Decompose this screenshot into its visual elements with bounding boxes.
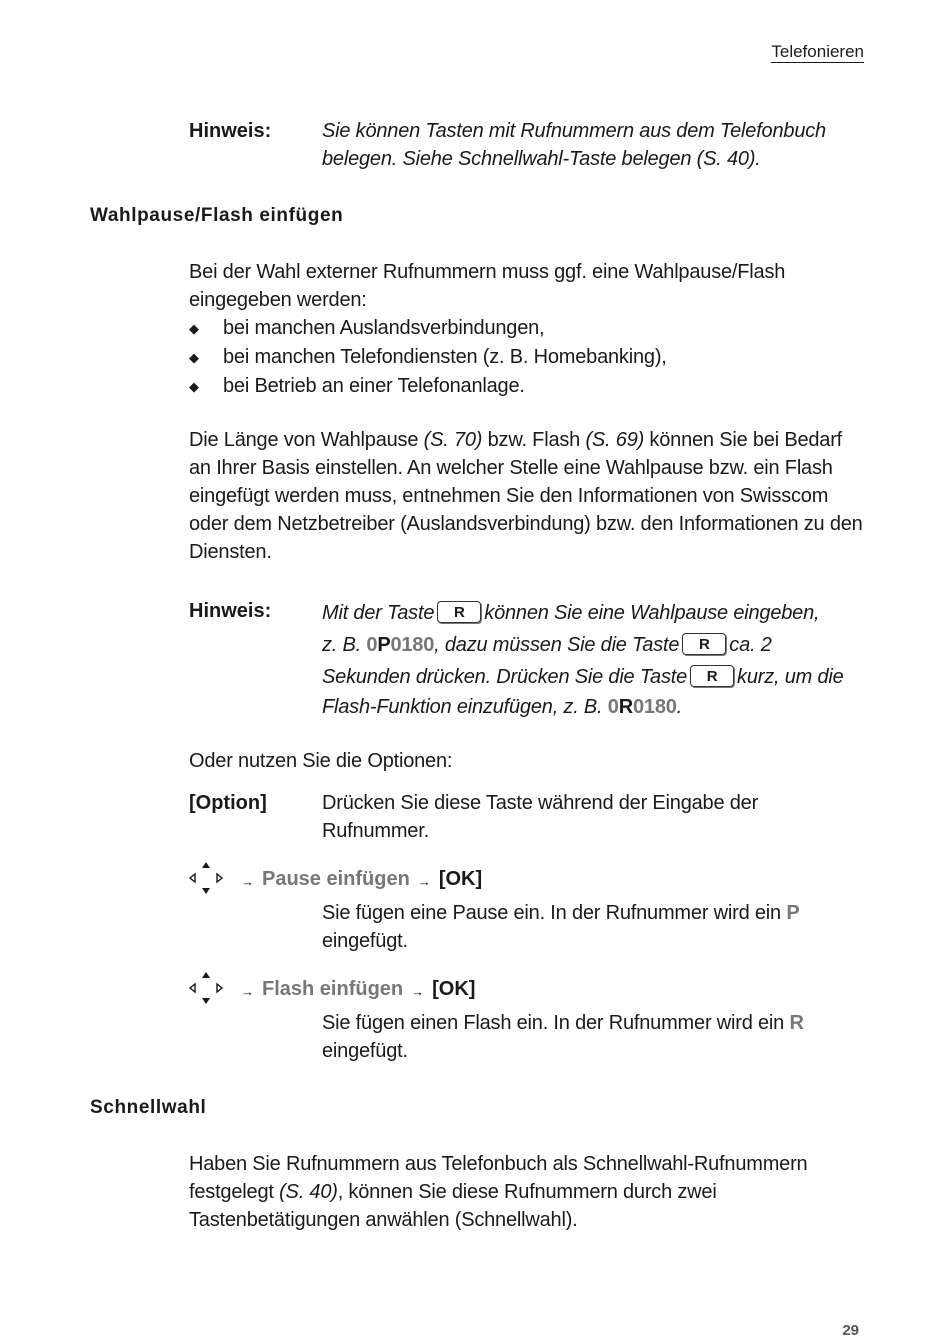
diamond-bullet-icon: ◆: [189, 350, 199, 365]
nav-key-icon: [189, 862, 223, 896]
text: Sie fügen einen Flash ein. In der Rufnummer wird ein: [322, 1012, 790, 1034]
option-label: [Option]: [189, 792, 267, 814]
text: Sekunden drücken. Drücken Sie die Taste: [322, 666, 688, 688]
note-line: Sie können Tasten mit Rufnummern aus dem Telefonbuch: [322, 120, 826, 142]
text: Die Länge von Wahlpause: [189, 429, 424, 451]
menu-desc: [322, 1009, 882, 1065]
text-line: Diensten.: [189, 541, 272, 563]
r-key-icon: R: [682, 633, 726, 655]
text-line: Rufnummer.: [322, 820, 429, 842]
list-item: [189, 372, 869, 401]
page-reference: (S. 70): [423, 429, 483, 451]
section-heading: Wahlpause/Flash einfügen: [90, 205, 344, 226]
note-line: [322, 661, 882, 693]
note-line: [322, 693, 882, 721]
text: Mit der Taste: [322, 602, 435, 624]
text-line: [322, 1009, 882, 1037]
text: , können Sie diese Rufnummern durch zwei: [337, 1181, 717, 1203]
menu-item-flash: Flash einfügen: [262, 977, 404, 1000]
text-line: oder dem Netzbetreiber (Auslandsverbindung) bzw. den Informationen zu den: [189, 513, 863, 535]
note-line: [322, 629, 882, 661]
note-text: [322, 597, 882, 721]
text-line: eingefügt werden muss, entnehmen Sie den Informationen von Swisscom: [189, 485, 829, 507]
diamond-bullet-icon: ◆: [189, 321, 199, 336]
text-line: Bei der Wahl externer Rufnummern muss ggf. eine Wahlpause/Flash: [189, 261, 786, 283]
text-line: eingefügt.: [322, 1040, 408, 1062]
pause-char: P: [786, 902, 800, 924]
text: .: [676, 696, 683, 718]
text: können Sie eine Wahlpause eingeben,: [484, 602, 820, 624]
flash-char: R: [789, 1012, 804, 1034]
list-item-text: bei Betrieb an einer Telefonanlage.: [223, 375, 525, 397]
page-reference: (S. 40): [279, 1181, 338, 1203]
header-title: Telefonieren: [771, 42, 864, 61]
body-paragraph: [189, 1150, 869, 1234]
text-line: [189, 426, 869, 454]
note-label: Hinweis:: [189, 120, 272, 142]
option-text: [322, 789, 882, 845]
menu-item-pause: Pause einfügen: [262, 867, 410, 890]
text: können Sie bei Bedarf: [644, 429, 843, 451]
options-intro: Oder nutzen Sie die Optionen:: [189, 750, 453, 772]
diamond-bullet-icon: ◆: [189, 379, 199, 394]
list-item: [189, 314, 869, 343]
flash-char: R: [618, 696, 633, 718]
text: festgelegt: [189, 1181, 280, 1203]
list-item: [189, 343, 869, 372]
pause-char: P: [377, 634, 391, 656]
ok-key: [OK]: [438, 867, 483, 890]
list-item-text: bei manchen Auslandsverbindungen,: [223, 317, 545, 339]
text-line: [322, 899, 882, 927]
r-key-icon: R: [437, 601, 481, 623]
list-item-text: bei manchen Telefondiensten (z. B. Homebanking),: [223, 346, 667, 368]
text-line: Tastenbetätigungen anwählen (Schnellwahl).: [189, 1209, 578, 1231]
text: ca. 2: [729, 634, 772, 656]
text-line: eingefügt.: [322, 930, 408, 952]
arrow-right-icon: →: [241, 983, 254, 999]
text-line: an Ihrer Basis einstellen. An welcher Stelle eine Wahlpause bzw. ein Flash: [189, 457, 833, 479]
note-label: Hinweis:: [189, 600, 272, 622]
arrow-right-icon: →: [241, 873, 254, 889]
menu-desc: [322, 899, 882, 955]
intro-paragraph: [189, 258, 869, 401]
r-key-icon: R: [690, 665, 734, 687]
text-line: Drücken Sie diese Taste während der Eingabe der: [322, 792, 759, 814]
text-line: [189, 1178, 869, 1206]
digit: 0180: [390, 634, 435, 656]
text: bzw. Flash: [482, 429, 586, 451]
note-text: [322, 117, 882, 173]
text: kurz, um die: [737, 666, 844, 688]
body-paragraph: [189, 426, 869, 566]
nav-key-icon: [189, 972, 223, 1006]
section-heading: Schnellwahl: [90, 1097, 207, 1118]
text: Sie fügen eine Pause ein. In der Rufnummer wird ein: [322, 902, 787, 924]
arrow-right-icon: →: [411, 983, 425, 999]
note-line: [322, 597, 882, 629]
note-line: belegen. Siehe Schnellwahl-Taste belegen (S. 40).: [322, 148, 761, 170]
text: Flash-Funktion einzufügen, z. B.: [322, 696, 608, 718]
text: z. B.: [322, 634, 367, 656]
page-reference: (S. 69): [585, 429, 645, 451]
ok-key: [OK]: [432, 977, 476, 1000]
menu-path-flash: [189, 972, 475, 1006]
page-number: 29: [842, 1322, 859, 1339]
digit: 0: [607, 696, 619, 718]
running-header: [771, 42, 864, 62]
text-line: Haben Sie Rufnummern aus Telefonbuch als Schnellwahl-Rufnummern: [189, 1153, 808, 1175]
text: , dazu müssen Sie die Taste: [434, 634, 680, 656]
digit: 0180: [632, 696, 677, 718]
digit: 0: [366, 634, 378, 656]
menu-path-pause: [189, 862, 482, 896]
text-line: eingegeben werden:: [189, 289, 367, 311]
arrow-right-icon: →: [417, 873, 431, 889]
